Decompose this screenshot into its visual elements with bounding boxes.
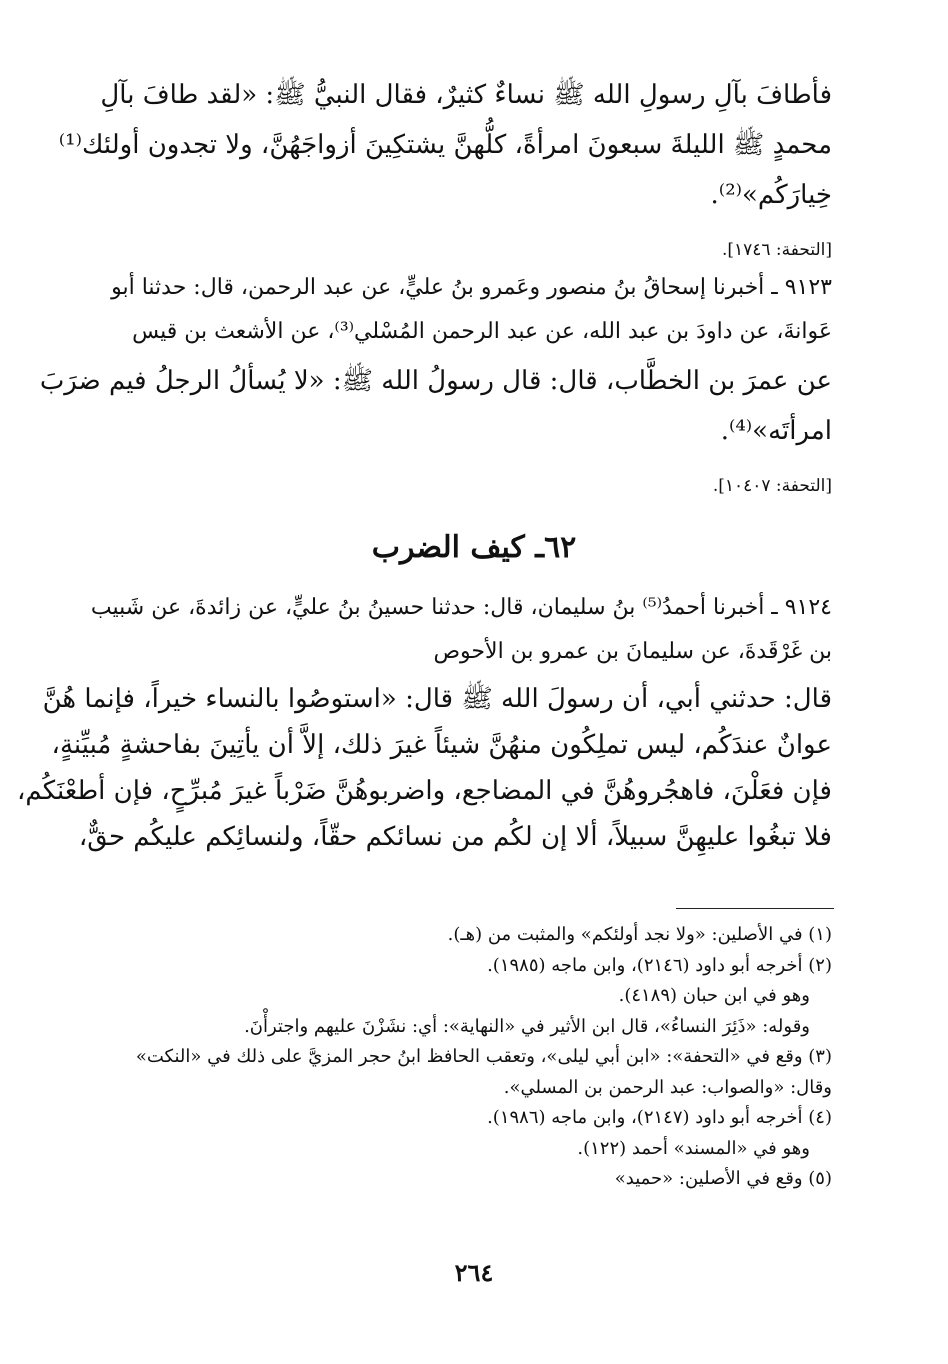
isnad-line: عَوانةَ، عن داودَ بن عبد الله، عن عبد الرحمن المُسْلي⁽³⁾، عن الأشعث بن قيس	[132, 319, 832, 344]
tuhfa-reference	[110, 474, 832, 498]
text-line: خِيارَكُم»⁽²⁾.	[710, 180, 832, 210]
matn-line: امرأتَه»⁽⁴⁾.	[720, 416, 832, 446]
footnote-line: (٤) أخرجه أبو داود (٢١٤٧)، وابن ماجه (١٩٨٦).	[487, 1107, 832, 1128]
footnote-line: وهو في «المسند» أحمد (١٢٢).	[577, 1137, 810, 1159]
footnote-separator	[676, 908, 834, 909]
isnad-line: بن غَرْقَدةَ، عن سليمانَ بن عمرو بن الأحوص	[433, 639, 832, 664]
hadith-9124-isnad	[90, 586, 832, 674]
tuhfa-reference	[110, 238, 832, 262]
hadith-9123-isnad	[110, 266, 832, 354]
hadith-9123-text	[39, 356, 832, 456]
isnad-line: ٩١٢٤ ـ أخبرنا أحمدُ⁽⁵⁾ بنُ سليمان، قال: حدثنا حسينُ بنُ عليٍّ، عن زائدةَ، عن شَبيب	[90, 595, 832, 620]
matn-line: قال: حدثني أبي، أن رسولَ الله ﷺ قال: «استوصُوا بالنساء خيراً، فإنما هُنَّ	[42, 684, 832, 714]
footnote-line: وقوله: «ذَئِرَ النساءُ»، قال ابن الأثير في «النهاية»: أي: نشَزْنَ عليهم واجترأْنَ.	[244, 1015, 810, 1037]
section-heading: ٦٢ـ كيف الضرب	[371, 530, 577, 565]
matn-line: عوانٌ عندَكُم، ليس تملِكُون منهُنَّ شيئاً غيرَ ذلك، إلاَّ أن يأتِينَ بفاحشةٍ مُبيِّنةٍ،	[51, 730, 832, 760]
tuhfa-text: [التحفة: ١٧٤٦].	[721, 240, 832, 260]
footnotes	[110, 920, 832, 1195]
continuation-paragraph	[58, 70, 832, 220]
footnote-line: (٥) وقع في الأصلين: «حميد»	[614, 1168, 832, 1189]
isnad-line: ٩١٢٣ ـ أخبرنا إسحاقُ بنُ منصور وعَمرو بنُ عليٍّ، عن عبد الرحمن، قال: حدثنا أبو	[111, 275, 832, 300]
matn-line: فإن فعَلْنَ، فاهجُروهُنَّ في المضاجع، واضربوهُنَّ ضَرْباً غيرَ مُبرِّحٍ، فإن أطعْنَكُم،	[17, 776, 832, 806]
footnote-line: (٣) وقع في «التحفة»: «ابن أبي ليلى»، وتعقب الحافظ ابنُ حجر المزيَّ على ذلك في «النكت»	[135, 1046, 832, 1067]
hadith-9124-text	[17, 676, 832, 860]
footnote-line: (١) في الأصلين: «ولا نجد أولئكم» والمثبت من (هـ).	[447, 924, 832, 945]
footnote-line: (٢) أخرجه أبو داود (٢١٤٦)، وابن ماجه (١٩٨٥).	[487, 954, 832, 976]
matn-line: عن عمرَ بن الخطَّاب، قال: قال رسولُ الله ﷺ: «لا يُسألُ الرجلُ فيم ضرَبَ	[39, 366, 832, 396]
footnote-line: وقال: «والصواب: عبد الرحمن بن المسلي».	[503, 1076, 832, 1098]
text-line: محمدٍ ﷺ الليلةَ سبعونَ امرأةً، كلُّهنَّ يشتكِينَ أزواجَهُنَّ، ولا تجدون أولئك⁽¹⁾	[58, 130, 832, 160]
footnote-line: وهو في ابن حبان (٤١٨٩).	[618, 985, 810, 1006]
text-line: فأطافَ بآلِ رسولِ الله ﷺ نساءٌ كثيرٌ، فقال النبيُّ ﷺ: «لقد طافَ بآلِ	[100, 80, 832, 110]
matn-line: فلا تبغُوا عليهِنَّ سبيلاً، ألا إن لكُم من نسائكم حقّاً، ولنسائِكم عليكُم حقٌّ،	[78, 822, 832, 852]
page-number: ٢٦٤	[454, 1258, 494, 1287]
tuhfa-text: [التحفة: ١٠٤٠٧].	[712, 476, 832, 496]
